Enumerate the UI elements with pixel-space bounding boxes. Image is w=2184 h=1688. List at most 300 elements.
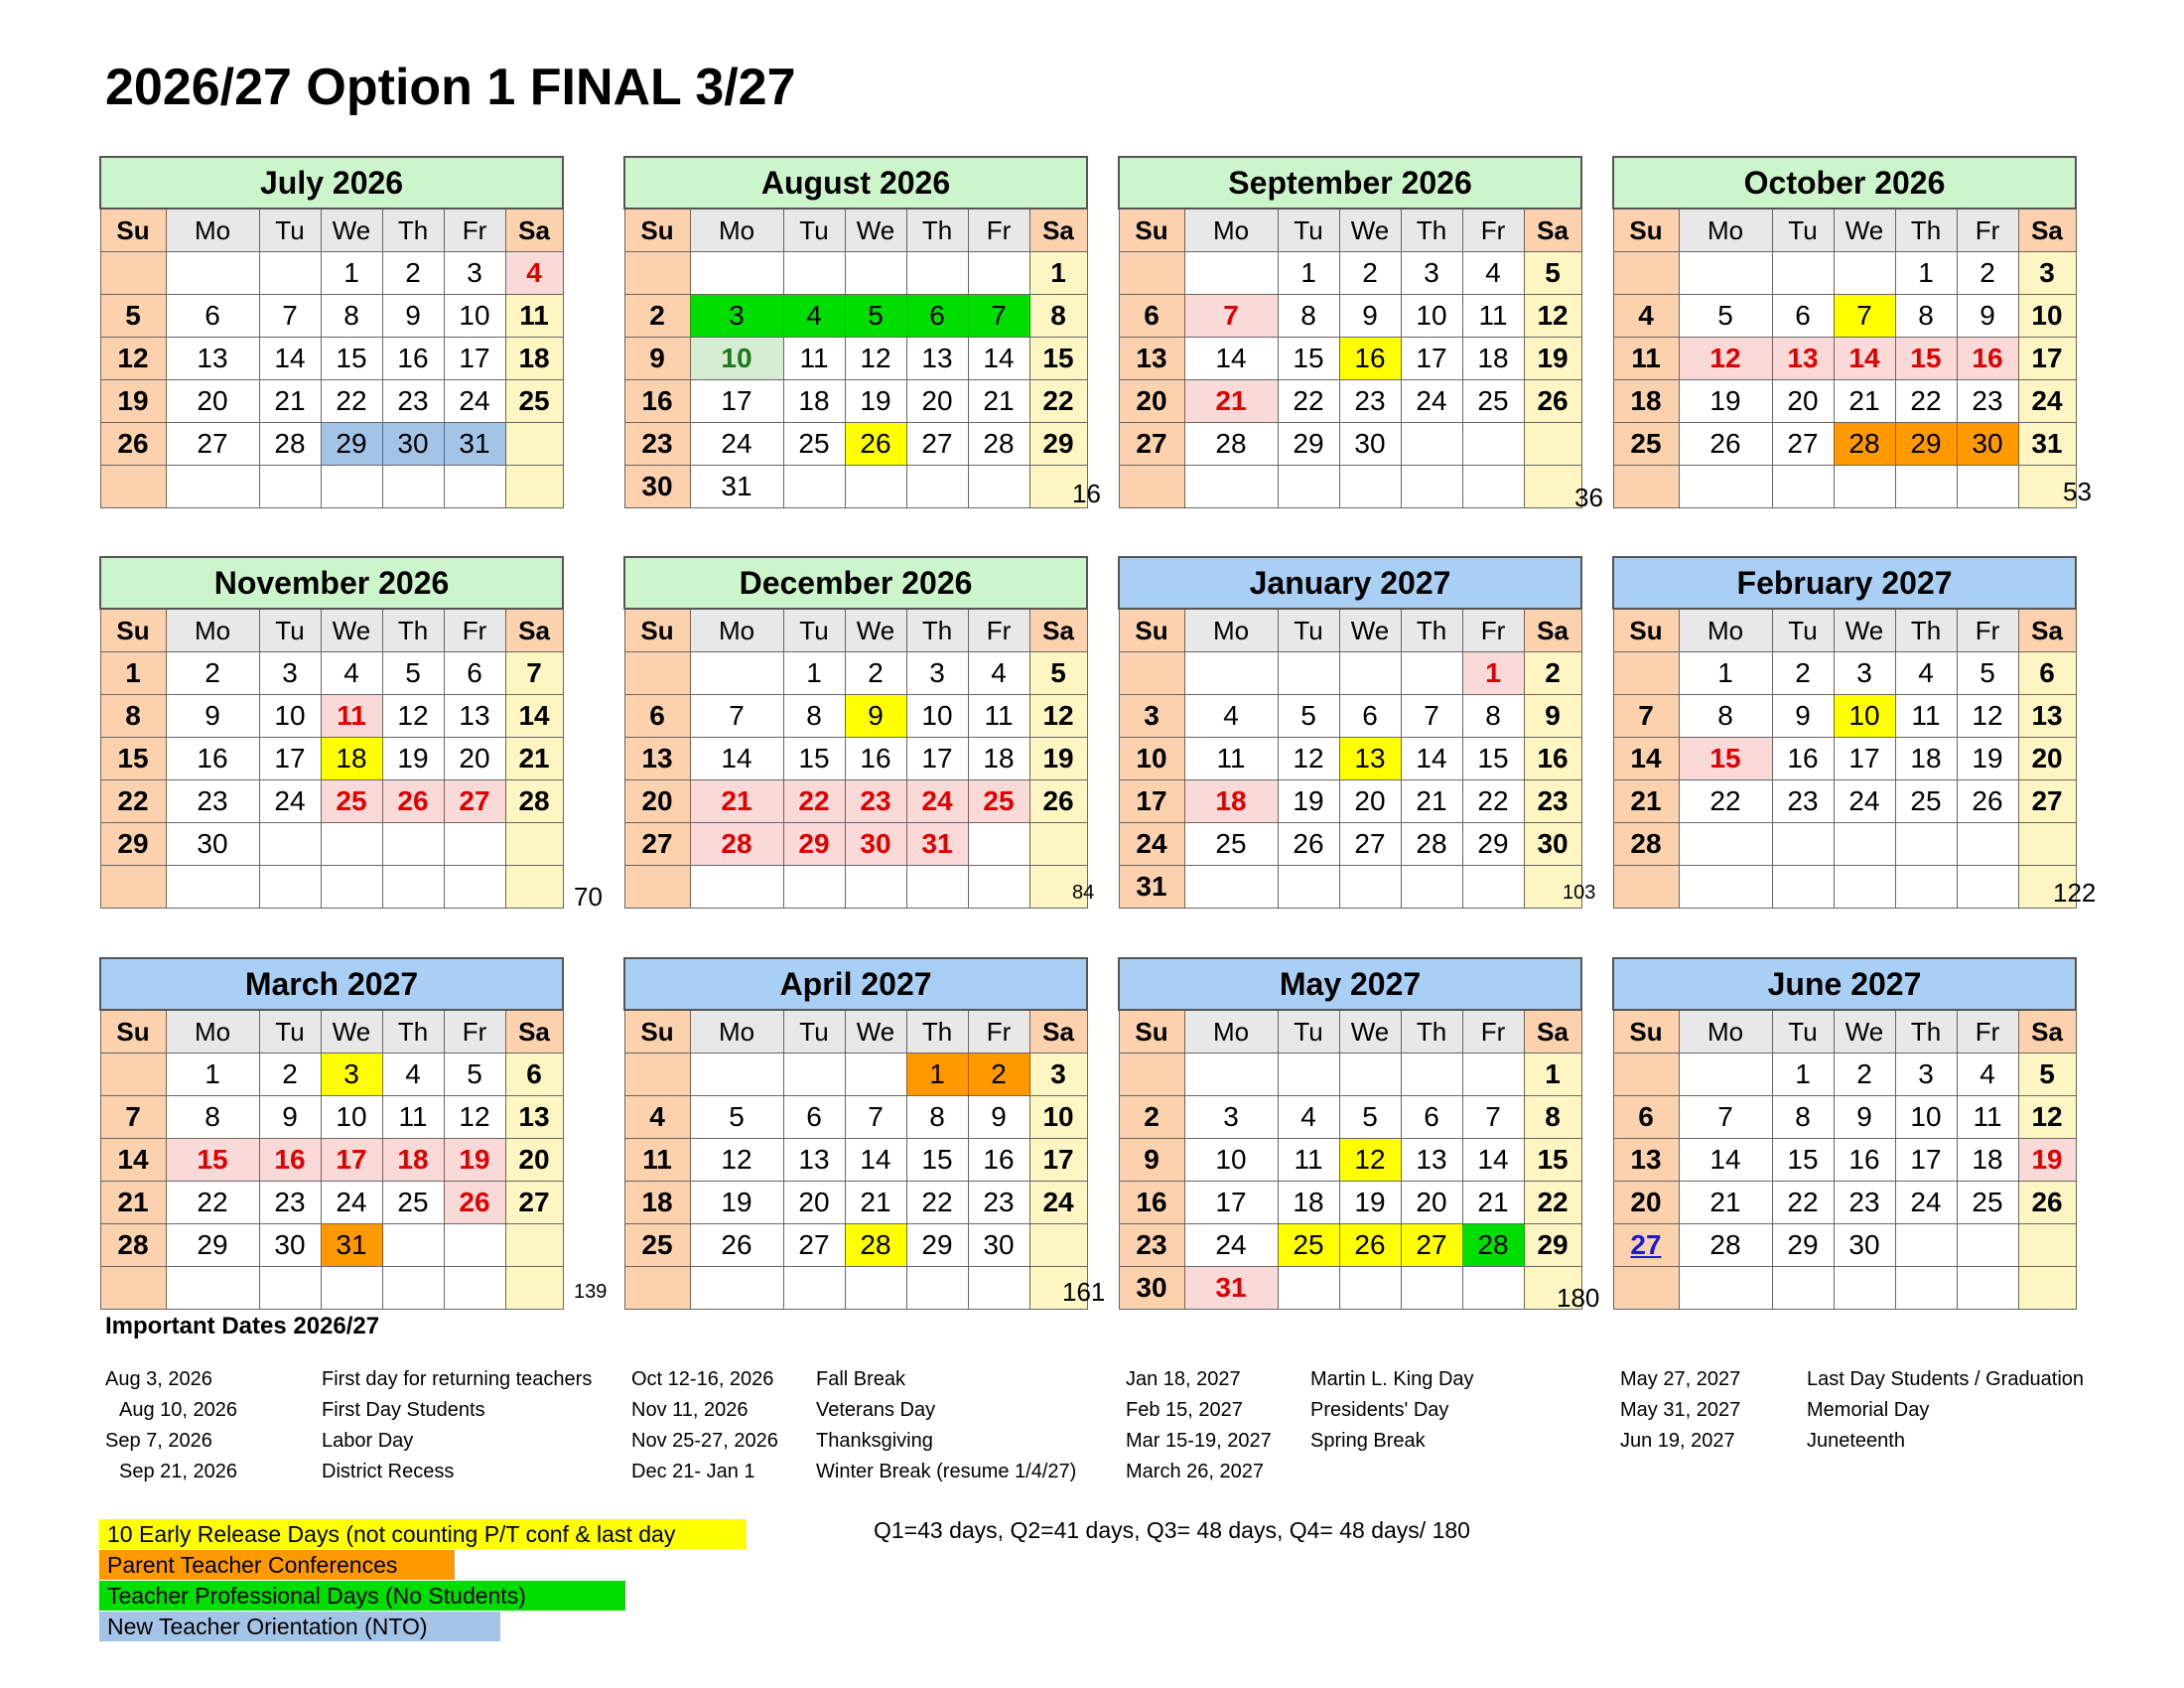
day-cell: 12: [690, 1139, 783, 1182]
weekday-header: Tu: [783, 209, 845, 252]
day-cell: 26: [100, 423, 166, 466]
day-cell: 21: [845, 1182, 906, 1224]
day-cell: 17: [906, 738, 968, 780]
day-cell: 13: [906, 338, 968, 380]
day-cell: [1679, 1054, 1772, 1096]
weekday-header: We: [845, 1010, 906, 1054]
weekday-header: Th: [1401, 609, 1462, 652]
important-event: Labor Day: [322, 1430, 414, 1452]
day-cell: [1524, 423, 1581, 466]
cumulative-day-count: 53: [2063, 477, 2092, 506]
weekday-header: Tu: [1772, 1010, 1834, 1054]
day-cell: 17: [2018, 338, 2076, 380]
month-calendar: [1612, 156, 2075, 508]
day-cell: 6: [1339, 695, 1401, 738]
day-cell: 9: [1119, 1139, 1184, 1182]
month-title: April 2027: [624, 958, 1087, 1010]
day-cell: 12: [444, 1096, 505, 1139]
day-cell: 10: [1895, 1096, 1957, 1139]
day-cell: 2: [259, 1054, 321, 1096]
day-cell: [166, 1267, 259, 1310]
day-cell: 18: [624, 1182, 690, 1224]
legend-item: 10 Early Release Days (not counting P/T conf & last day: [99, 1519, 747, 1549]
important-event: District Recess: [322, 1461, 455, 1482]
day-cell: 7: [259, 295, 321, 338]
cumulative-day-count: 103: [1563, 882, 1596, 904]
day-cell: 2: [1957, 252, 2018, 295]
day-cell: 6: [906, 295, 968, 338]
important-event: Memorial Day: [1807, 1399, 1930, 1421]
day-cell: [624, 252, 690, 295]
weekday-header: We: [1834, 209, 1895, 252]
day-cell: 21: [1613, 780, 1679, 823]
weekday-header: Su: [100, 609, 166, 652]
day-cell: 12: [382, 695, 444, 738]
day-cell: 5: [444, 1054, 505, 1096]
day-cell: 26: [845, 423, 906, 466]
day-cell: 2: [968, 1054, 1029, 1096]
day-cell: [1339, 866, 1401, 909]
weekday-header: Mo: [690, 209, 783, 252]
day-cell: [1613, 466, 1679, 508]
day-cell: 22: [1772, 1182, 1834, 1224]
month-title: September 2026: [1119, 157, 1581, 209]
cumulative-day-count: 180: [1557, 1283, 1600, 1313]
day-cell: 4: [624, 1096, 690, 1139]
day-cell: 29: [321, 423, 382, 466]
day-cell: 13: [1613, 1139, 1679, 1182]
day-cell: [1401, 423, 1462, 466]
month-calendar: [1118, 957, 1580, 1310]
day-cell: 22: [1679, 780, 1772, 823]
day-cell: 5: [382, 652, 444, 695]
day-cell: [1184, 1054, 1278, 1096]
day-cell: 17: [1029, 1139, 1087, 1182]
day-cell: 9: [1339, 295, 1401, 338]
day-cell: [845, 1054, 906, 1096]
day-cell: 14: [690, 738, 783, 780]
day-cell: 28: [968, 423, 1029, 466]
day-cell: 24: [259, 780, 321, 823]
important-date: Jan 18, 2027: [1126, 1368, 1241, 1390]
day-cell: [624, 866, 690, 909]
day-cell: 6: [783, 1096, 845, 1139]
cumulative-day-count: 16: [1072, 479, 1101, 508]
day-cell: 8: [1895, 295, 1957, 338]
legend-item: New Teacher Orientation (NTO): [99, 1612, 500, 1641]
day-cell: 14: [1613, 738, 1679, 780]
legend-item: Parent Teacher Conferences: [99, 1550, 455, 1580]
weekday-header: Th: [906, 1010, 968, 1054]
day-cell: 14: [100, 1139, 166, 1182]
day-cell: 8: [783, 695, 845, 738]
day-cell: [690, 652, 783, 695]
day-cell: 7: [505, 652, 563, 695]
day-cell: 25: [1957, 1182, 2018, 1224]
important-event: First day for returning teachers: [322, 1368, 593, 1390]
day-cell: 16: [845, 738, 906, 780]
day-cell: [968, 252, 1029, 295]
day-cell: 13: [505, 1096, 563, 1139]
day-cell: 5: [1278, 695, 1339, 738]
day-cell: [259, 866, 321, 909]
day-cell: 4: [1462, 252, 1524, 295]
day-cell: 10: [690, 338, 783, 380]
day-cell: 9: [382, 295, 444, 338]
weekday-header: Su: [1119, 209, 1184, 252]
day-cell: 18: [1895, 738, 1957, 780]
day-cell: 25: [783, 423, 845, 466]
day-cell: [1772, 466, 1834, 508]
day-cell: [2018, 1224, 2076, 1267]
day-cell: 8: [166, 1096, 259, 1139]
day-cell: 15: [1895, 338, 1957, 380]
month-title: February 2027: [1613, 557, 2076, 609]
day-cell: 25: [321, 780, 382, 823]
day-cell: 6: [1772, 295, 1834, 338]
day-cell: 30: [968, 1224, 1029, 1267]
day-cell: 14: [1462, 1139, 1524, 1182]
day-cell: [783, 1054, 845, 1096]
day-cell: 17: [1184, 1182, 1278, 1224]
month-calendar: [623, 957, 1086, 1310]
day-cell: 21: [1401, 780, 1462, 823]
weekday-header: Fr: [968, 209, 1029, 252]
day-cell: 20: [1401, 1182, 1462, 1224]
day-cell: 14: [1184, 338, 1278, 380]
weekday-header: Mo: [1679, 609, 1772, 652]
day-cell: 3: [690, 295, 783, 338]
day-cell: [1401, 866, 1462, 909]
day-cell: [845, 866, 906, 909]
day-cell: 13: [1339, 738, 1401, 780]
day-cell: [1613, 652, 1679, 695]
weekday-header: Mo: [1184, 609, 1278, 652]
weekday-header: Sa: [1524, 609, 1581, 652]
weekday-header: Mo: [1184, 209, 1278, 252]
day-cell: 9: [166, 695, 259, 738]
weekday-header: Fr: [1957, 609, 2018, 652]
day-cell: 3: [1834, 652, 1895, 695]
weekday-header: Th: [1895, 1010, 1957, 1054]
month-calendar: [99, 957, 562, 1310]
day-cell: 3: [1184, 1096, 1278, 1139]
day-cell: 16: [259, 1139, 321, 1182]
day-cell: 11: [1184, 738, 1278, 780]
day-cell: 13: [783, 1139, 845, 1182]
day-cell: [321, 466, 382, 508]
day-cell: [166, 252, 259, 295]
day-cell: 3: [1401, 252, 1462, 295]
day-cell: 1: [1029, 252, 1087, 295]
day-cell: 24: [1834, 780, 1895, 823]
day-cell: 30: [1834, 1224, 1895, 1267]
day-cell: 28: [1613, 823, 1679, 866]
day-cell: 31: [321, 1224, 382, 1267]
day-cell: [1119, 1054, 1184, 1096]
weekday-header: Sa: [1524, 1010, 1581, 1054]
day-cell: 22: [1029, 380, 1087, 423]
day-cell: 16: [1524, 738, 1581, 780]
day-cell: 4: [321, 652, 382, 695]
day-cell: 27: [505, 1182, 563, 1224]
day-cell: [444, 823, 505, 866]
day-cell: 14: [259, 338, 321, 380]
day-cell: 11: [382, 1096, 444, 1139]
day-cell: [382, 1267, 444, 1310]
day-cell: [1834, 866, 1895, 909]
day-cell: 11: [624, 1139, 690, 1182]
weekday-header: Th: [906, 609, 968, 652]
weekday-header: Mo: [690, 609, 783, 652]
day-cell: 19: [1957, 738, 2018, 780]
day-cell: 10: [321, 1096, 382, 1139]
day-cell: 7: [845, 1096, 906, 1139]
important-date: March 26, 2027: [1126, 1461, 1264, 1482]
weekday-header: Fr: [1957, 1010, 2018, 1054]
day-cell: 7: [1184, 295, 1278, 338]
important-event: Martin L. King Day: [1310, 1368, 1474, 1390]
day-cell: 6: [166, 295, 259, 338]
weekday-header: Mo: [166, 1010, 259, 1054]
weekday-header: We: [1834, 609, 1895, 652]
day-cell: [1772, 252, 1834, 295]
weekday-header: Th: [1895, 209, 1957, 252]
weekday-header: Sa: [1029, 609, 1087, 652]
day-cell: 10: [1119, 738, 1184, 780]
day-cell: 21: [968, 380, 1029, 423]
day-cell: 10: [2018, 295, 2076, 338]
day-cell: 26: [444, 1182, 505, 1224]
weekday-header: Sa: [2018, 209, 2076, 252]
day-cell: 14: [968, 338, 1029, 380]
day-cell: [1895, 466, 1957, 508]
day-cell: 14: [505, 695, 563, 738]
day-cell: 28: [1462, 1224, 1524, 1267]
day-cell: 24: [444, 380, 505, 423]
important-date: Nov 25-27, 2026: [631, 1430, 778, 1452]
day-cell: [505, 823, 563, 866]
month-title: January 2027: [1119, 557, 1581, 609]
day-cell: 6: [1401, 1096, 1462, 1139]
day-cell: 29: [1278, 423, 1339, 466]
day-cell: 4: [1613, 295, 1679, 338]
weekday-header: Th: [1401, 1010, 1462, 1054]
day-cell: 25: [968, 780, 1029, 823]
day-cell: 24: [906, 780, 968, 823]
day-cell: 4: [968, 652, 1029, 695]
day-cell: 9: [624, 338, 690, 380]
month-title: June 2027: [1613, 958, 2076, 1010]
day-cell: 26: [2018, 1182, 2076, 1224]
day-cell: 24: [1895, 1182, 1957, 1224]
day-cell: [1524, 466, 1581, 508]
day-cell: 19: [1679, 380, 1772, 423]
day-cell: 19: [444, 1139, 505, 1182]
weekday-header: We: [321, 1010, 382, 1054]
day-cell: 29: [166, 1224, 259, 1267]
day-cell: [1401, 652, 1462, 695]
day-cell: [382, 823, 444, 866]
day-cell: 16: [382, 338, 444, 380]
important-date: Nov 11, 2026: [631, 1399, 749, 1421]
day-cell: [444, 466, 505, 508]
day-cell: 18: [783, 380, 845, 423]
day-cell: [1462, 466, 1524, 508]
day-cell: 23: [382, 380, 444, 423]
weekday-header: Fr: [444, 209, 505, 252]
day-cell: 20: [906, 380, 968, 423]
day-cell: 5: [1029, 652, 1087, 695]
day-cell: [1895, 1224, 1957, 1267]
day-cell: 30: [1524, 823, 1581, 866]
day-cell: [321, 866, 382, 909]
cumulative-day-count: 139: [574, 1281, 608, 1303]
month-title: March 2027: [100, 958, 563, 1010]
day-cell: 25: [1462, 380, 1524, 423]
day-cell: [1772, 1267, 1834, 1310]
day-cell: 15: [1029, 338, 1087, 380]
day-cell: 18: [1957, 1139, 2018, 1182]
day-cell: 14: [1834, 338, 1895, 380]
day-cell: 21: [100, 1182, 166, 1224]
day-cell: [1278, 1267, 1339, 1310]
day-cell: 19: [100, 380, 166, 423]
day-cell: 5: [1679, 295, 1772, 338]
weekday-header: Su: [100, 209, 166, 252]
day-cell: 30: [845, 823, 906, 866]
day-cell: 17: [690, 380, 783, 423]
day-cell: 12: [845, 338, 906, 380]
day-cell: 27: [1613, 1224, 1679, 1267]
month-calendar: [623, 556, 1086, 909]
day-cell: 1: [166, 1054, 259, 1096]
cumulative-day-count: 84: [1072, 882, 1095, 904]
day-cell: 23: [624, 423, 690, 466]
day-cell: 12: [100, 338, 166, 380]
weekday-header: Su: [624, 609, 690, 652]
day-cell: 1: [1895, 252, 1957, 295]
day-cell: [100, 866, 166, 909]
weekday-header: Sa: [505, 209, 563, 252]
day-cell: 23: [845, 780, 906, 823]
day-cell: 20: [166, 380, 259, 423]
day-cell: 8: [1462, 695, 1524, 738]
weekday-header: Sa: [2018, 1010, 2076, 1054]
day-cell: 30: [624, 466, 690, 508]
day-cell: 29: [783, 823, 845, 866]
weekday-header: Mo: [1184, 1010, 1278, 1054]
day-cell: 20: [444, 738, 505, 780]
important-date: May 27, 2027: [1620, 1368, 1741, 1390]
day-cell: [624, 1054, 690, 1096]
day-cell: 22: [783, 780, 845, 823]
day-cell: 8: [100, 695, 166, 738]
day-cell: [906, 1267, 968, 1310]
day-cell: 11: [783, 338, 845, 380]
day-cell: 22: [100, 780, 166, 823]
day-cell: 19: [1278, 780, 1339, 823]
day-cell: [505, 1267, 563, 1310]
day-cell: 24: [321, 1182, 382, 1224]
day-cell: 12: [1524, 295, 1581, 338]
day-cell: 28: [259, 423, 321, 466]
weekday-header: Th: [906, 209, 968, 252]
day-cell: [1679, 252, 1772, 295]
month-calendar: [99, 556, 562, 909]
day-cell: 10: [1834, 695, 1895, 738]
day-cell: 10: [906, 695, 968, 738]
day-cell: 3: [1119, 695, 1184, 738]
weekday-header: Fr: [1462, 609, 1524, 652]
day-cell: 20: [783, 1182, 845, 1224]
day-cell: 31: [1184, 1267, 1278, 1310]
day-cell: 18: [505, 338, 563, 380]
day-cell: 31: [906, 823, 968, 866]
day-cell: 19: [382, 738, 444, 780]
day-cell: 15: [1524, 1139, 1581, 1182]
day-cell: 6: [1613, 1096, 1679, 1139]
day-cell: 23: [166, 780, 259, 823]
important-dates-title: Important Dates 2026/27: [105, 1313, 380, 1339]
day-cell: [1339, 1054, 1401, 1096]
weekday-header: Su: [1119, 609, 1184, 652]
cumulative-day-count: 70: [574, 882, 603, 912]
day-cell: [505, 866, 563, 909]
day-cell: 25: [1613, 423, 1679, 466]
day-cell: 19: [690, 1182, 783, 1224]
day-cell: 17: [259, 738, 321, 780]
day-cell: 9: [1834, 1096, 1895, 1139]
day-cell: 15: [783, 738, 845, 780]
day-cell: [1339, 652, 1401, 695]
day-cell: [1613, 252, 1679, 295]
day-cell: 10: [1029, 1096, 1087, 1139]
day-cell: 3: [1029, 1054, 1087, 1096]
day-cell: 17: [1834, 738, 1895, 780]
day-cell: 24: [1029, 1182, 1087, 1224]
day-cell: 7: [690, 695, 783, 738]
day-cell: 7: [1679, 1096, 1772, 1139]
day-cell: 1: [1278, 252, 1339, 295]
month-calendar: [1612, 556, 2075, 909]
day-cell: 15: [321, 338, 382, 380]
day-cell: 28: [1401, 823, 1462, 866]
weekday-header: Tu: [1278, 209, 1339, 252]
day-cell: 5: [2018, 1054, 2076, 1096]
important-event: First Day Students: [322, 1399, 485, 1421]
day-cell: 4: [1278, 1096, 1339, 1139]
weekday-header: Su: [100, 1010, 166, 1054]
day-cell: [505, 423, 563, 466]
day-cell: [100, 1267, 166, 1310]
day-cell: [906, 252, 968, 295]
day-cell: 5: [1957, 652, 2018, 695]
day-cell: 16: [624, 380, 690, 423]
day-cell: 1: [1679, 652, 1772, 695]
day-cell: 27: [2018, 780, 2076, 823]
day-cell: 30: [1119, 1267, 1184, 1310]
day-cell: 26: [1679, 423, 1772, 466]
day-cell: [1679, 866, 1772, 909]
day-cell: 15: [1772, 1139, 1834, 1182]
weekday-header: Mo: [166, 209, 259, 252]
day-cell: [1957, 466, 2018, 508]
day-cell: 28: [845, 1224, 906, 1267]
day-cell: [100, 252, 166, 295]
day-cell: 27: [444, 780, 505, 823]
day-cell: 10: [1401, 295, 1462, 338]
